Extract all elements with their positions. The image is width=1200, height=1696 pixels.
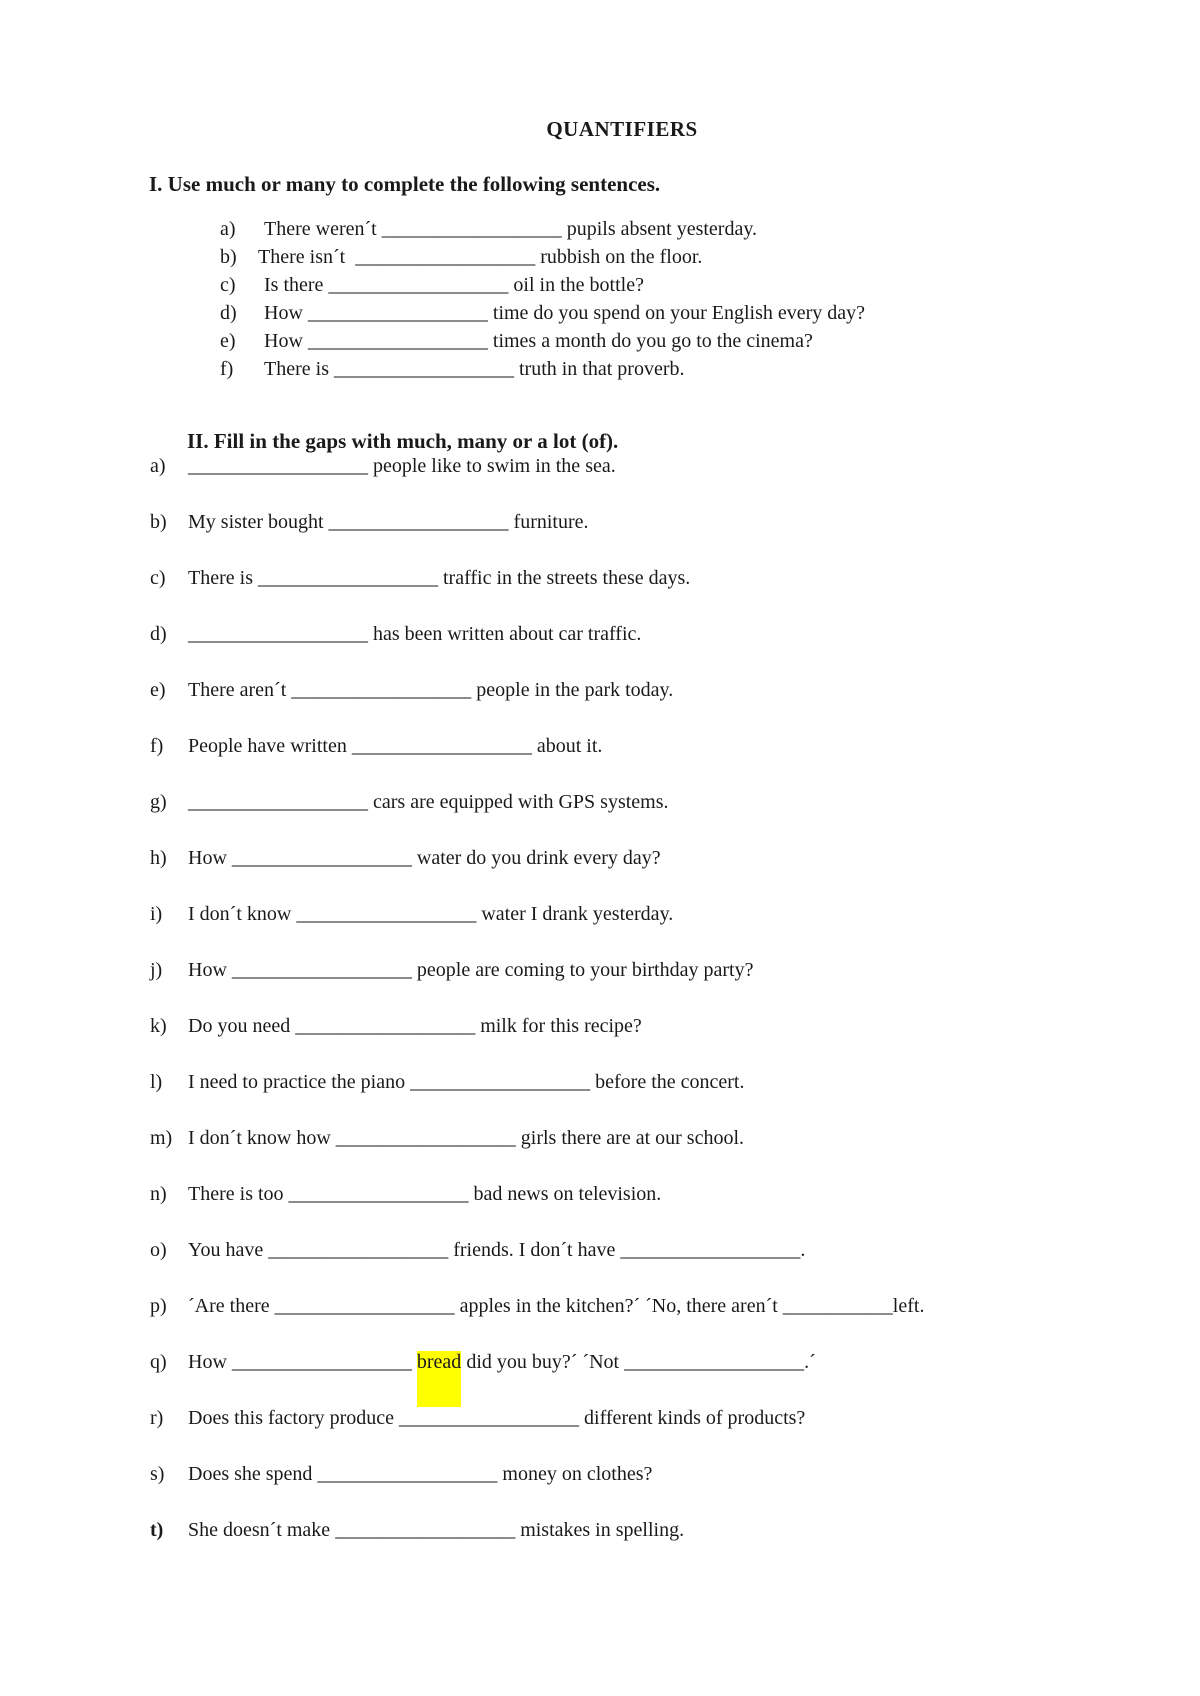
- list-item: [150, 1407, 924, 1463]
- list-item: [150, 1071, 924, 1127]
- section-1-list: [220, 218, 865, 386]
- list-item: [150, 847, 924, 903]
- item-text: I don´t know how __________________ girls there are at our school.: [188, 1127, 745, 1149]
- item-text: I need to practice the piano __________________ before the concert.: [188, 1071, 745, 1093]
- item-marker: n): [150, 1183, 167, 1205]
- item-marker: c): [150, 567, 166, 589]
- item-text: Do you need __________________ milk for this recipe?: [188, 1015, 642, 1037]
- list-item: [150, 511, 924, 567]
- item-marker: b): [220, 246, 237, 268]
- item-marker: e): [220, 330, 236, 352]
- item-text: There weren´t __________________ pupils absent yesterday.: [264, 218, 758, 240]
- list-item: [220, 274, 865, 302]
- list-item: [150, 1519, 924, 1575]
- item-text: Does she spend __________________ money on clothes?: [188, 1463, 653, 1485]
- item-marker: l): [150, 1071, 163, 1093]
- list-item: [150, 903, 924, 959]
- list-item: [150, 1239, 924, 1295]
- list-item: [220, 246, 865, 274]
- item-marker: f): [220, 358, 234, 380]
- list-item: [150, 679, 924, 735]
- item-marker: s): [150, 1463, 165, 1485]
- item-marker: o): [150, 1239, 167, 1261]
- item-text: There is __________________ traffic in the streets these days.: [188, 567, 691, 589]
- item-text: __________________ cars are equipped with GPS systems.: [188, 791, 669, 813]
- section-2-list: [150, 455, 924, 1575]
- list-item: [220, 358, 865, 386]
- item-marker: h): [150, 847, 167, 869]
- item-text: There is __________________ truth in that proverb.: [264, 358, 685, 380]
- item-text: I don´t know __________________ water I drank yesterday.: [188, 903, 674, 925]
- list-item: [150, 1015, 924, 1071]
- list-item: [150, 791, 924, 847]
- item-text: Does this factory produce __________________ different kinds of products?: [188, 1407, 806, 1429]
- item-text: She doesn´t make __________________ mistakes in spelling.: [188, 1519, 685, 1541]
- item-text: How __________________ time do you spend on your English every day?: [264, 302, 866, 324]
- item-text: You have __________________ friends. I don´t have __________________.: [188, 1239, 806, 1261]
- highlighted-word: bread: [417, 1351, 461, 1407]
- item-text: There is too __________________ bad news on television.: [188, 1183, 662, 1205]
- item-marker: f): [150, 735, 164, 757]
- item-marker: d): [150, 623, 167, 645]
- item-text: There aren´t __________________ people in the park today.: [188, 679, 674, 701]
- item-text: __________________ has been written about car traffic.: [188, 623, 642, 645]
- list-item: [150, 735, 924, 791]
- item-marker: m): [150, 1127, 173, 1149]
- list-item: [150, 623, 924, 679]
- item-text: My sister bought __________________ furniture.: [188, 511, 589, 533]
- item-text: People have written __________________ about it.: [188, 735, 603, 757]
- list-item: [220, 302, 865, 330]
- item-text: There isn´t __________________ rubbish on the floor.: [258, 246, 703, 268]
- item-text: How __________________ water do you drink every day?: [188, 847, 661, 869]
- item-text: Is there __________________ oil in the bottle?: [264, 274, 644, 296]
- list-item: [150, 1295, 924, 1351]
- item-marker: a): [150, 455, 166, 477]
- item-marker: i): [150, 903, 163, 925]
- item-marker: p): [150, 1295, 167, 1317]
- item-marker: e): [150, 679, 166, 701]
- item-marker: b): [150, 511, 167, 533]
- page-title: QUANTIFIERS: [546, 117, 698, 141]
- item-marker: q): [150, 1351, 167, 1373]
- list-item: [220, 218, 865, 246]
- item-marker: g): [150, 791, 167, 813]
- list-item: [150, 959, 924, 1015]
- item-text-after: did you buy?´ ´Not __________________.´: [461, 1351, 816, 1373]
- item-text: How __________________ times a month do you go to the cinema?: [264, 330, 813, 352]
- item-marker: r): [150, 1407, 164, 1429]
- list-item: [150, 1463, 924, 1519]
- list-item: [150, 1127, 924, 1183]
- section-2-heading: II. Fill in the gaps with much, many or a lot (of).: [187, 429, 619, 453]
- item-text: __________________ people like to swim in the sea.: [188, 455, 616, 477]
- item-marker: d): [220, 302, 237, 324]
- item-text: ´Are there __________________ apples in the kitchen?´ ´No, there aren´t ___________left.: [188, 1295, 925, 1317]
- list-item: [150, 567, 924, 623]
- item-marker: c): [220, 274, 236, 296]
- item-marker: t): [150, 1519, 164, 1541]
- section-1-heading: I. Use much or many to complete the following sentences.: [149, 172, 661, 196]
- item-marker: a): [220, 218, 236, 240]
- list-item: [150, 1351, 924, 1407]
- item-text-before: How __________________: [188, 1351, 417, 1373]
- list-item: [150, 1183, 924, 1239]
- item-text: How __________________ people are coming to your birthday party?: [188, 959, 754, 981]
- item-marker: k): [150, 1015, 167, 1037]
- item-marker: j): [150, 959, 163, 981]
- list-item: [220, 330, 865, 358]
- list-item: [150, 455, 924, 511]
